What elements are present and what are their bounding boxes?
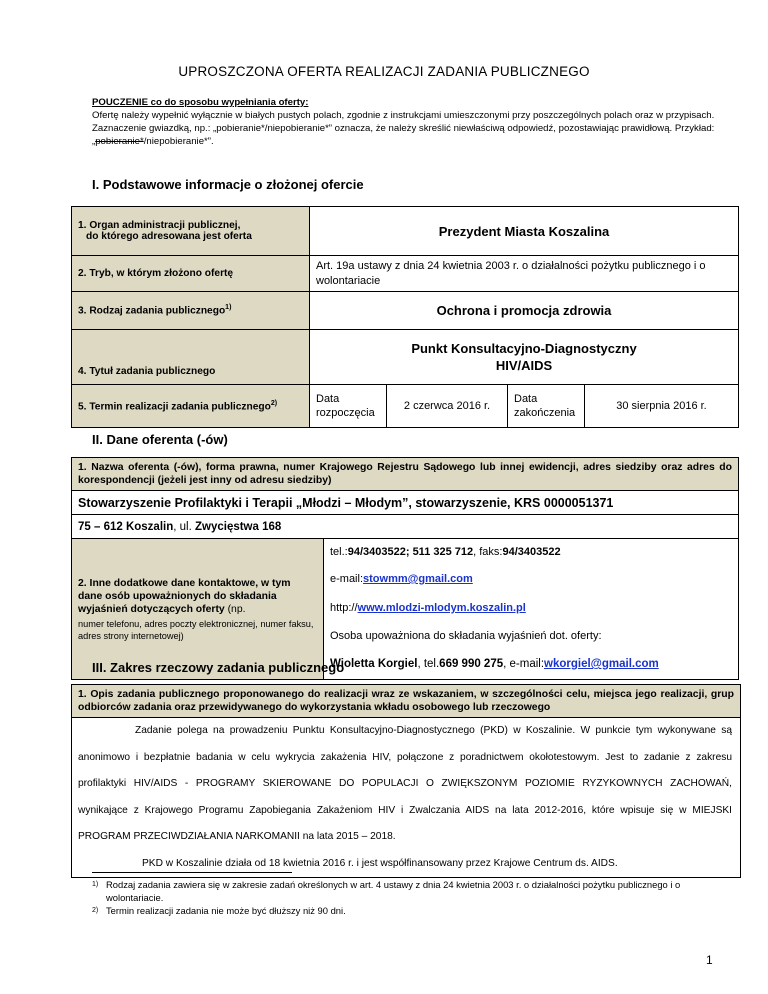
task-type-value: Ochrona i promocja zdrowia <box>310 292 739 330</box>
document-title: UPROSZCZONA OFERTA REALIZACJI ZADANIA PUBLICZNEGO <box>178 64 590 79</box>
start-date-value: 2 czerwca 2016 r. <box>387 385 508 428</box>
footnote-1: 1) Rodzaj zadania zawiera się w zakresie zadań określonych w art. 4 ustawy z dnia 24 kwietnia 2003 r. o działalności pożytku publicznego i o wolontariacie. <box>92 879 681 903</box>
section-1-heading: I. Podstawowe informacje o złożonej ofercie <box>92 177 364 192</box>
person-email-link[interactable]: wkorgiel@gmail.com <box>544 658 659 670</box>
section-3-heading: III. Zakres rzeczowy zadania publicznego <box>92 660 345 675</box>
footnote-2: 2) Termin realizacji zadania nie może być dłuższy niż 90 dni. <box>92 905 346 916</box>
task-title-value: Punkt Konsultacyjno-Diagnostyczny HIV/AIDS <box>310 330 739 385</box>
end-date-value: 30 sierpnia 2016 r. <box>585 385 739 428</box>
organ-value: Prezydent Miasta Koszalina <box>310 207 739 256</box>
basic-info-table <box>71 206 739 428</box>
email-link[interactable]: stowmm@gmail.com <box>363 573 473 585</box>
task-type-label: 3. Rodzaj zadania publicznego$^{1)}$ <box>72 292 310 330</box>
website-line: http:// www.mlodzi-mlodym.koszalin.pl <box>330 602 526 614</box>
notice-heading: POUCZENIE co do sposobu wypełniania oferty: <box>92 97 309 108</box>
mode-label: 2. Tryb, w którym złożono ofertę <box>72 256 310 292</box>
mode-value: Art. 19a ustawy z dnia 24 kwietnia 2003 r. o działalności pożytku publicznego i o wolontariacie <box>310 256 739 292</box>
offeror-table <box>71 457 739 680</box>
footnote-separator <box>92 872 292 873</box>
contact-values <box>324 539 739 680</box>
authorized-person-line: Wioletta Korgiel , tel. 669 990 275 , e-mail: wkorgiel@gmail.com <box>330 658 659 670</box>
phone-line: tel.: 94/3403522; 511 325 712 , faks: 94/3403522 <box>330 546 561 558</box>
offeror-name-label: 1. Nazwa oferenta (-ów), forma prawna, numer Krajowego Rejestru Sądowego lub innej ewidencji, adres siedziby oraz adres do korespondencji (jeżeli jest inny od adresu siedziby) <box>72 458 739 491</box>
website-link[interactable]: www.mlodzi-mlodym.koszalin.pl <box>357 602 526 614</box>
strikethrough-example: pobieranie* <box>95 136 144 147</box>
footnotes <box>92 878 732 917</box>
task-description-paragraph-2: PKD w Koszalinie działa od 18 kwietnia 2016 r. i jest współfinansowany przez Krajowe Centrum ds. AIDS. <box>142 857 618 869</box>
end-date-label: Data zakończenia <box>508 385 585 428</box>
email-line: e-mail: stowmm@gmail.com <box>330 573 473 585</box>
instructions-notice <box>92 96 732 148</box>
notice-line-2: Zaznaczenie gwiazdką, np.: „pobieranie*/niepobieranie*” oznacza, że należy skreślić niewłaściwą odpowiedź, pozostawiając prawidłową. Przykład: „pobieranie*/niepobieranie*”. <box>92 123 715 147</box>
contact-hint: numer telefonu, adres poczty elektronicznej, numer faksu, adres strony internetowej) <box>78 618 314 641</box>
task-title-label: 4. Tytuł zadania publicznego <box>72 330 310 385</box>
task-description-box <box>71 684 741 878</box>
contact-label: 2. Inne dodatkowe dane kontaktowe, w tym dane osób upoważnionych do składania wyjaśnień dotyczących oferty (np. numer telefonu, adres poczty elektronicznej, numer faksu, adres strony internetowej) <box>72 539 324 680</box>
notice-line-1: Ofertę należy wypełnić wyłącznie w białych pustych polach, zgodnie z instrukcjami umieszczonymi przy poszczególnych polach oraz w przypisach. <box>92 110 715 121</box>
section-2-heading: II. Dane oferenta (-ów) <box>92 432 228 447</box>
page-number: 1 <box>706 953 713 967</box>
task-description-label: 1. Opis zadania publicznego proponowanego do realizacji wraz ze wskazaniem, w szczególności celu, miejsca jego realizacji, grup odbiorców zadania oraz przewidywanego do wykorzystania wkładu osobowego lub rzeczowego <box>72 685 740 717</box>
start-date-label: Data rozpoczęcia <box>310 385 387 428</box>
offeror-address: 75 – 612 Koszalin, ul. Zwycięstwa 168 <box>72 515 739 539</box>
organ-label: 1. Organ administracji publicznej, do którego adresowana jest oferta <box>72 207 310 256</box>
authorized-person-caption: Osoba upoważniona do składania wyjaśnień dot. oferty: <box>330 630 602 642</box>
term-label: 5. Termin realizacji zadania publicznego$^{2)}$ <box>72 385 310 428</box>
offeror-name-value: Stowarzyszenie Profilaktyki i Terapii „Młodzi – Młodym”, stowarzyszenie, KRS 0000051371 <box>72 491 739 515</box>
task-description-paragraph-1: Zadanie polega na prowadzeniu Punktu Konsultacyjno-Diagnostycznego (PKD) w Koszalinie. W punkcie tym wykonywane są anonimowo i bezpłatnie badania w celu wykrycia zakażenia HIV, połączone z poradnictwem okołotestowym. Jest to zadanie z zakresu profilaktyki HIV/AIDS - PROGRAMY SKIEROWANE DO POPULACJI O ZWIĘKSZONYM POZIOMIE RYZYKOWNYCH ZACHOWAŃ, wynikające z Krajowego Programu Zapobiegania Zakażeniom HIV i Zwalczania AIDS na lata 2012-2016, które wpisuje się w MIEJSKI PROGRAM PRZECIWDZIAŁANIA NARKOMANII na lata 2015 – 2018. <box>72 717 740 851</box>
